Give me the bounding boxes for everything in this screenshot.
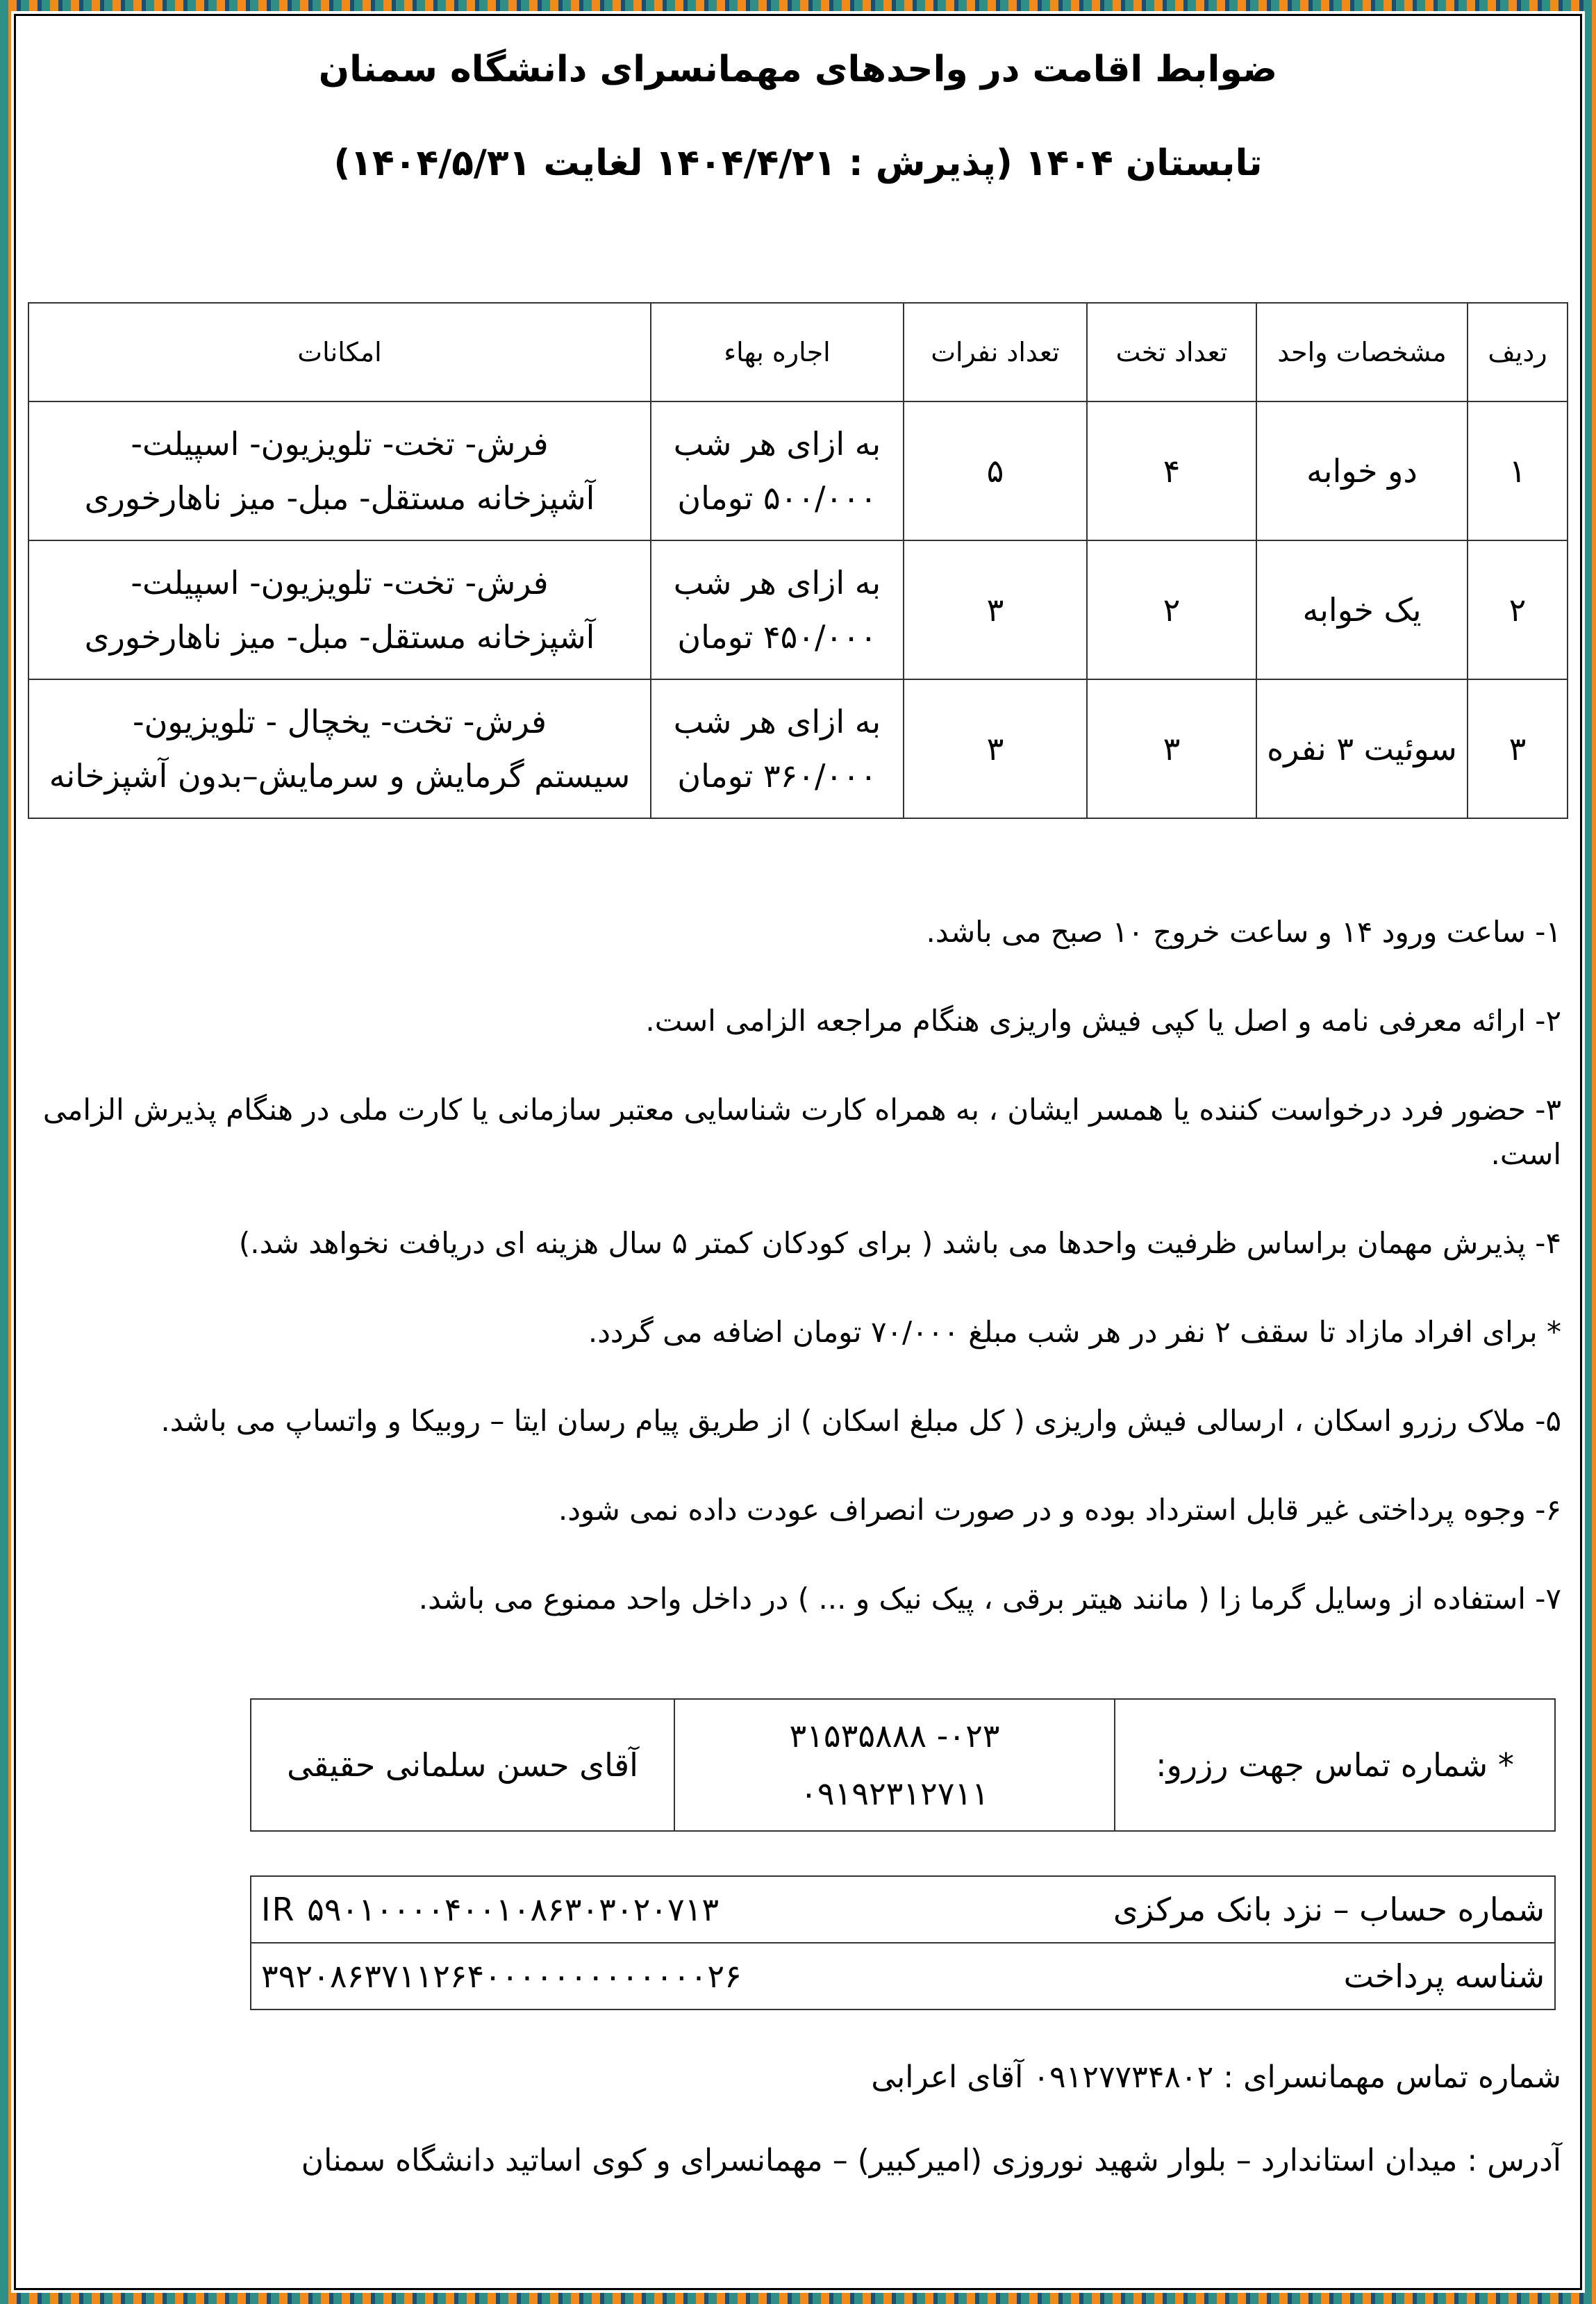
bank-row <box>251 1943 1555 2009</box>
units-table <box>28 302 1568 819</box>
amenities-line: فرش- تخت- تلویزیون- اسپیلت- <box>131 563 549 602</box>
amenities-cell <box>28 540 651 679</box>
contact-person: آقای حسن سلمانی حقیقی <box>251 1699 674 1831</box>
header-people: تعداد نفرات <box>904 303 1087 401</box>
payment-id: ۳۹۲۰۸۶۳۷۱۱۲۶۴۰۰۰۰۰۰۰۰۰۰۰۰۰۲۶ <box>251 1943 937 2009</box>
people-count: ۳ <box>904 679 1087 818</box>
account-number: IR ۵۹۰۱۰۰۰۰۴۰۰۱۰۸۶۳۰۳۰۲۰۷۱۳ <box>251 1876 937 1943</box>
document-title: ضوابط اقامت در واحدهای مهمانسرای دانشگاه سمنان <box>318 49 1278 90</box>
amenities-line: فرش- تخت- تلویزیون- اسپیلت- <box>131 424 549 463</box>
row-number: ۱ <box>1468 401 1568 540</box>
rule-item: ۲- ارائه معرفی نامه و اصل یا کپی فیش واریزی هنگام مراجعه الزامی است. <box>645 1004 1561 1038</box>
rule-item: ۷- استفاده از وسایل گرما زا ( مانند هیتر برقی ، پیک نیک و ... ) در داخل واحد ممنوع می باشد. <box>418 1582 1561 1616</box>
payment-id-label: شناسه پرداخت <box>937 1943 1555 2009</box>
table-row <box>28 679 1568 818</box>
rule-item: ۶- وجوه پرداختی غیر قابل استرداد بوده و در صورت انصراف عودت داده نمی شود. <box>558 1493 1561 1527</box>
rule-item: ۵- ملاک رزرو اسکان ، ارسالی فیش واریزی ( کل مبلغ اسکان ) از طریق پیام رسان ایتا – روبیکا و واتساپ می باشد. <box>160 1404 1561 1438</box>
rule-note: * برای افراد مازاد تا سقف ۲ نفر در هر شب مبلغ ۷۰/۰۰۰ تومان اضافه می گردد. <box>588 1315 1561 1349</box>
price-line: به ازای هر شب <box>673 424 881 463</box>
row-number: ۲ <box>1468 540 1568 679</box>
amenities-line: فرش- تخت- یخچال - تلویزیون- <box>132 702 547 740</box>
unit-spec: سوئیت ۳ نفره <box>1256 679 1468 818</box>
account-label: شماره حساب – نزد بانک مرکزی <box>937 1876 1555 1943</box>
people-count: ۵ <box>904 401 1087 540</box>
amenities-line: سیستم گرمایش و سرمایش–بدون آشپزخانه <box>49 757 631 795</box>
bank-row <box>251 1876 1555 1943</box>
unit-spec: دو خوابه <box>1256 401 1468 540</box>
header-unit-spec: مشخصات واحد <box>1256 303 1468 401</box>
table-header-row <box>28 303 1568 401</box>
amenities-line: آشپزخانه مستقل- مبل- میز ناهارخوری <box>84 479 595 517</box>
price-cell <box>651 540 904 679</box>
amenities-line: آشپزخانه مستقل- مبل- میز ناهارخوری <box>84 618 595 656</box>
mobile-number: ۰۹۱۹۲۳۱۲۷۱۱ <box>800 1775 989 1812</box>
rule-item: ۳- حضور فرد درخواست کننده یا همسر ایشان ، به همراه کارت شناسایی معتبر سازمانی یا کارت ملی در هنگام پذیرش الزامی است. <box>42 1093 1561 1171</box>
landline-number: ۰۲۳- ۳۱۵۳۵۸۸۸ <box>789 1717 1000 1755</box>
contact-label: * شماره تماس جهت رزرو: <box>1115 1699 1555 1831</box>
beds-count: ۴ <box>1087 401 1256 540</box>
contact-phones <box>674 1699 1115 1831</box>
bank-info-table <box>250 1875 1556 2010</box>
price-cell <box>651 679 904 818</box>
row-number: ۳ <box>1468 679 1568 818</box>
price-amount: ۳۶۰/۰۰۰ تومان <box>677 757 877 795</box>
document-subtitle: تابستان ۱۴۰۴ (پذیرش : ۱۴۰۴/۴/۲۱ لغایت ۱۴۰۴/۵/۳۱) <box>333 142 1263 184</box>
price-line: به ازای هر شب <box>673 702 881 740</box>
beds-count: ۳ <box>1087 679 1256 818</box>
price-cell <box>651 401 904 540</box>
price-amount: ۴۵۰/۰۰۰ تومان <box>677 618 877 656</box>
contact-row <box>251 1699 1555 1831</box>
rules-list <box>28 910 1561 1666</box>
price-amount: ۵۰۰/۰۰۰ تومان <box>677 479 877 517</box>
price-line: به ازای هر شب <box>673 563 881 602</box>
rule-item: ۴- پذیرش مهمان براساس ظرفیت واحدها می باشد ( برای کودکان کمتر ۵ سال هزینه ای دریافت نخواهد شد.) <box>238 1226 1561 1260</box>
address: آدرس : میدان استاندارد – بلوار شهید نوروزی (امیرکبیر) – مهمانسرای و کوی اساتید دانشگاه سمنان <box>301 2143 1561 2178</box>
amenities-cell <box>28 401 651 540</box>
table-row <box>28 401 1568 540</box>
beds-count: ۲ <box>1087 540 1256 679</box>
reservation-contact-table <box>250 1698 1556 1832</box>
header-row-number: ردیف <box>1468 303 1568 401</box>
amenities-cell <box>28 679 651 818</box>
header-amenities: امکانات <box>28 303 651 401</box>
guesthouse-phone: شماره تماس مهمانسرای : ۰۹۱۲۷۷۳۴۸۰۲ آقای اعرابی <box>871 2059 1561 2095</box>
header-beds: تعداد تخت <box>1087 303 1256 401</box>
rule-item: ۱- ساعت ورود ۱۴ و ساعت خروج ۱۰ صبح می باشد. <box>926 915 1561 949</box>
unit-spec: یک خوابه <box>1256 540 1468 679</box>
people-count: ۳ <box>904 540 1087 679</box>
table-row <box>28 540 1568 679</box>
header-price: اجاره بهاء <box>651 303 904 401</box>
